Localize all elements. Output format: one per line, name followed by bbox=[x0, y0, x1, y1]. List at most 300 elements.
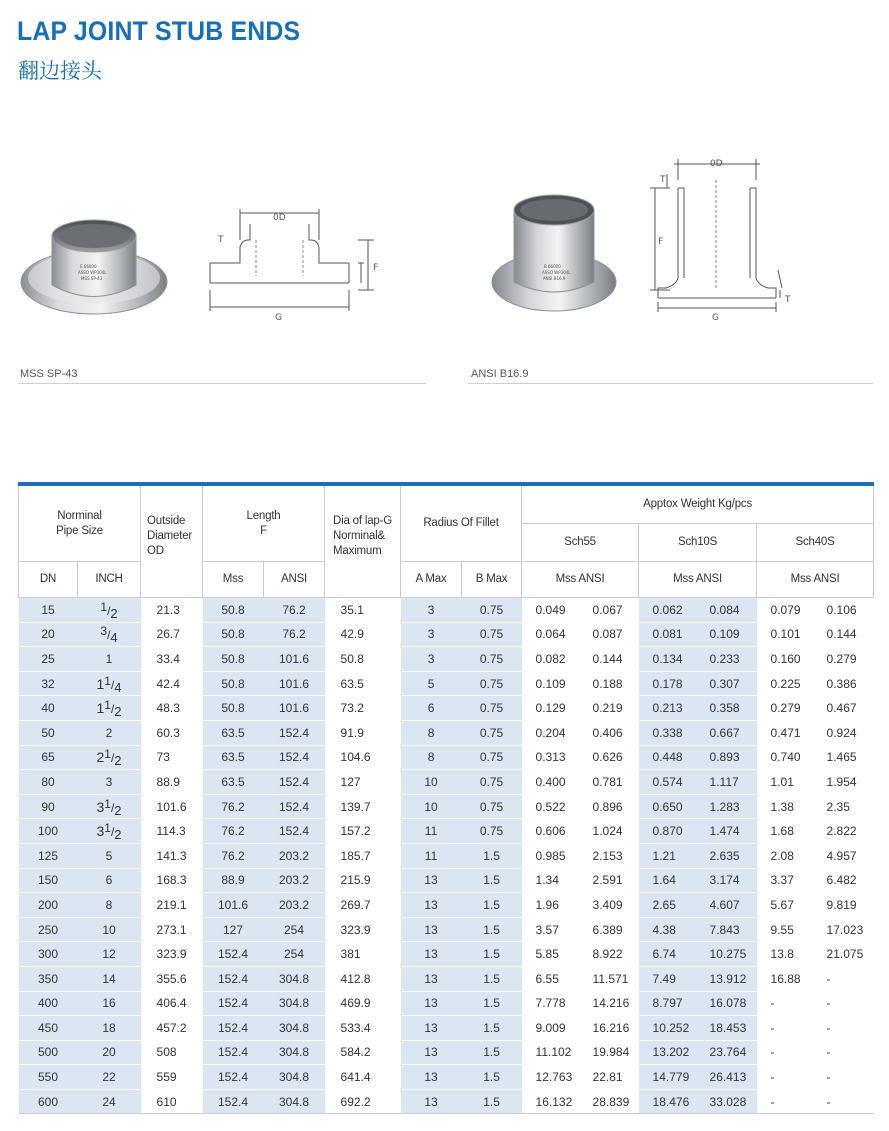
cell-dn: 15 bbox=[19, 598, 78, 623]
cell-a-max: 11 bbox=[401, 843, 462, 868]
cell-sch55-mss: 0.400 bbox=[522, 770, 581, 795]
cell-lap-g: 139.7 bbox=[325, 794, 401, 819]
table-row bbox=[19, 917, 874, 942]
ansi-dimension-drawing bbox=[650, 159, 782, 312]
cell-length-ansi: 152.4 bbox=[264, 770, 325, 795]
header-a-max: A Max bbox=[401, 562, 462, 598]
cell-lap-g: 381 bbox=[325, 942, 401, 967]
header-sch10s-mss-ansi: Mss ANSI bbox=[639, 562, 757, 598]
cell-sch40s-ansi: 1.465 bbox=[815, 745, 874, 770]
cell-length-mss: 88.9 bbox=[203, 868, 264, 893]
cell-sch10s-mss: 0.134 bbox=[639, 647, 698, 672]
cell-inch: 3 bbox=[78, 770, 141, 795]
table-row bbox=[19, 647, 874, 672]
cell-dn: 90 bbox=[19, 794, 78, 819]
cell-sch10s-mss: 0.178 bbox=[639, 671, 698, 696]
specification-table-body bbox=[19, 598, 874, 1114]
cell-sch10s-ansi: 0.667 bbox=[698, 720, 757, 745]
cell-lap-g: 215.9 bbox=[325, 868, 401, 893]
cell-sch55-mss: 0.129 bbox=[522, 696, 581, 721]
header-radius-of-fillet: Radius Of Fillet bbox=[401, 484, 522, 562]
cell-sch55-ansi: 0.896 bbox=[581, 794, 639, 819]
cell-length-mss: 152.4 bbox=[203, 942, 264, 967]
cell-od: 33.4 bbox=[141, 647, 203, 672]
cell-lap-g: 73.2 bbox=[325, 696, 401, 721]
cell-sch55-ansi: 0.067 bbox=[581, 598, 639, 623]
cell-b-max: 0.75 bbox=[462, 720, 522, 745]
cell-a-max: 13 bbox=[401, 966, 462, 991]
cell-sch55-mss: 1.96 bbox=[522, 893, 581, 918]
cell-lap-g: 323.9 bbox=[325, 917, 401, 942]
cell-sch10s-ansi: 23.764 bbox=[698, 1040, 757, 1065]
cell-sch10s-ansi: 0.893 bbox=[698, 745, 757, 770]
cell-length-ansi: 254 bbox=[264, 917, 325, 942]
cell-inch: 12 bbox=[78, 942, 141, 967]
cell-length-ansi: 101.6 bbox=[264, 696, 325, 721]
cell-b-max: 0.75 bbox=[462, 794, 522, 819]
svg-text:B 66000: B 66000 bbox=[544, 264, 561, 269]
table-row bbox=[19, 745, 874, 770]
cell-sch55-ansi: 2.591 bbox=[581, 868, 639, 893]
cell-inch: 11/2 bbox=[78, 696, 141, 721]
cell-a-max: 13 bbox=[401, 991, 462, 1016]
table-row bbox=[19, 770, 874, 795]
header-inch: INCH bbox=[78, 562, 141, 598]
cell-sch10s-ansi: 18.453 bbox=[698, 1016, 757, 1041]
cell-sch40s-ansi: 2.35 bbox=[815, 794, 874, 819]
cell-sch55-mss: 0.522 bbox=[522, 794, 581, 819]
cell-b-max: 0.75 bbox=[462, 671, 522, 696]
cell-sch10s-mss: 0.650 bbox=[639, 794, 698, 819]
cell-inch: 22 bbox=[78, 1065, 141, 1090]
cell-length-mss: 152.4 bbox=[203, 966, 264, 991]
cell-b-max: 1.5 bbox=[462, 1016, 522, 1041]
header-b-max: B Max bbox=[462, 562, 522, 598]
cell-od: 60.3 bbox=[141, 720, 203, 745]
header-sch55-mss-ansi: Mss ANSI bbox=[522, 562, 639, 598]
table-row bbox=[19, 1016, 874, 1041]
cell-sch40s-ansi: 2.822 bbox=[815, 819, 874, 844]
cell-sch40s-mss: 13.8 bbox=[757, 942, 815, 967]
cell-a-max: 8 bbox=[401, 745, 462, 770]
cell-inch: 1/2 bbox=[78, 598, 141, 623]
cell-sch10s-ansi: 26.413 bbox=[698, 1065, 757, 1090]
page-title: LAP JOINT STUB ENDS bbox=[17, 16, 301, 46]
cell-sch55-mss: 0.064 bbox=[522, 622, 581, 647]
cell-inch: 21/2 bbox=[78, 745, 141, 770]
cell-od: 457.2 bbox=[141, 1016, 203, 1041]
dim-t-label-right: T bbox=[660, 175, 666, 185]
cell-sch10s-ansi: 10.275 bbox=[698, 942, 757, 967]
cell-length-ansi: 304.8 bbox=[264, 991, 325, 1016]
cell-sch10s-mss: 0.870 bbox=[639, 819, 698, 844]
cell-sch10s-ansi: 4.607 bbox=[698, 893, 757, 918]
cell-sch40s-mss: 0.079 bbox=[757, 598, 815, 623]
cell-lap-g: 50.8 bbox=[325, 647, 401, 672]
cell-length-mss: 152.4 bbox=[203, 1065, 264, 1090]
cell-sch40s-mss: 0.160 bbox=[757, 647, 815, 672]
cell-sch55-ansi: 22.81 bbox=[581, 1065, 639, 1090]
cell-inch: 5 bbox=[78, 843, 141, 868]
cell-sch55-ansi: 8.922 bbox=[581, 942, 639, 967]
cell-sch55-mss: 1.34 bbox=[522, 868, 581, 893]
cell-sch40s-ansi: 4.957 bbox=[815, 843, 874, 868]
dim-t-label-left: T bbox=[218, 235, 224, 245]
cell-sch40s-mss: 2.08 bbox=[757, 843, 815, 868]
cell-length-mss: 101.6 bbox=[203, 893, 264, 918]
cell-sch10s-ansi: 1.283 bbox=[698, 794, 757, 819]
cell-lap-g: 42.9 bbox=[325, 622, 401, 647]
cell-sch55-mss: 11.102 bbox=[522, 1040, 581, 1065]
cell-od: 42.4 bbox=[141, 671, 203, 696]
cell-sch55-mss: 0.049 bbox=[522, 598, 581, 623]
cell-lap-g: 91.9 bbox=[325, 720, 401, 745]
cell-dn: 450 bbox=[19, 1016, 78, 1041]
cell-length-mss: 152.4 bbox=[203, 991, 264, 1016]
cell-sch40s-ansi: 0.144 bbox=[815, 622, 874, 647]
cell-sch55-mss: 6.55 bbox=[522, 966, 581, 991]
cell-sch40s-ansi: - bbox=[815, 1065, 874, 1090]
cell-length-ansi: 254 bbox=[264, 942, 325, 967]
cell-length-ansi: 304.8 bbox=[264, 1040, 325, 1065]
cell-sch40s-ansi: - bbox=[815, 1016, 874, 1041]
cell-inch: 8 bbox=[78, 893, 141, 918]
cell-sch10s-ansi: 0.109 bbox=[698, 622, 757, 647]
cell-dn: 100 bbox=[19, 819, 78, 844]
table-row bbox=[19, 819, 874, 844]
cell-b-max: 0.75 bbox=[462, 647, 522, 672]
right-caption-divider bbox=[468, 383, 873, 384]
cell-sch10s-ansi: 7.843 bbox=[698, 917, 757, 942]
header-sch40s: Sch40S bbox=[757, 524, 874, 562]
cell-lap-g: 127 bbox=[325, 770, 401, 795]
cell-a-max: 13 bbox=[401, 1016, 462, 1041]
cell-sch55-mss: 0.109 bbox=[522, 671, 581, 696]
cell-dn: 250 bbox=[19, 917, 78, 942]
cell-od: 406.4 bbox=[141, 991, 203, 1016]
cell-od: 219.1 bbox=[141, 893, 203, 918]
cell-sch10s-mss: 0.574 bbox=[639, 770, 698, 795]
svg-text:E 66000: E 66000 bbox=[80, 264, 97, 269]
cell-b-max: 1.5 bbox=[462, 868, 522, 893]
table-row bbox=[19, 622, 874, 647]
cell-length-ansi: 152.4 bbox=[264, 794, 325, 819]
cell-length-ansi: 203.2 bbox=[264, 868, 325, 893]
svg-text:ASSO WP304L: ASSO WP304L bbox=[542, 270, 571, 275]
cell-sch40s-ansi: 6.482 bbox=[815, 868, 874, 893]
cell-a-max: 3 bbox=[401, 647, 462, 672]
cell-a-max: 8 bbox=[401, 720, 462, 745]
cell-dn: 65 bbox=[19, 745, 78, 770]
cell-sch40s-ansi: 21.075 bbox=[815, 942, 874, 967]
cell-sch40s-ansi: 9.819 bbox=[815, 893, 874, 918]
cell-length-mss: 152.4 bbox=[203, 1089, 264, 1114]
cell-dn: 80 bbox=[19, 770, 78, 795]
cell-sch55-ansi: 0.188 bbox=[581, 671, 639, 696]
cell-sch40s-mss: 16.88 bbox=[757, 966, 815, 991]
header-sch40s-mss-ansi: Mss ANSI bbox=[757, 562, 874, 598]
cell-od: 48.3 bbox=[141, 696, 203, 721]
table-row bbox=[19, 794, 874, 819]
cell-sch55-mss: 5.85 bbox=[522, 942, 581, 967]
cell-sch10s-mss: 0.448 bbox=[639, 745, 698, 770]
cell-sch55-ansi: 6.389 bbox=[581, 917, 639, 942]
cell-b-max: 1.5 bbox=[462, 917, 522, 942]
cell-b-max: 1.5 bbox=[462, 1089, 522, 1114]
cell-dn: 150 bbox=[19, 868, 78, 893]
cell-length-mss: 152.4 bbox=[203, 1040, 264, 1065]
cell-sch10s-ansi: 1.474 bbox=[698, 819, 757, 844]
table-row bbox=[19, 720, 874, 745]
cell-sch10s-mss: 1.21 bbox=[639, 843, 698, 868]
cell-length-mss: 127 bbox=[203, 917, 264, 942]
cell-sch40s-mss: 1.68 bbox=[757, 819, 815, 844]
cell-dn: 25 bbox=[19, 647, 78, 672]
cell-sch40s-mss: 5.67 bbox=[757, 893, 815, 918]
cell-sch55-ansi: 28.839 bbox=[581, 1089, 639, 1114]
cell-od: 273.1 bbox=[141, 917, 203, 942]
cell-sch10s-ansi: 33.028 bbox=[698, 1089, 757, 1114]
cell-dn: 125 bbox=[19, 843, 78, 868]
cell-sch40s-mss: 0.471 bbox=[757, 720, 815, 745]
cell-sch40s-mss: 9.55 bbox=[757, 917, 815, 942]
left-caption-divider bbox=[18, 383, 426, 384]
header-length-ansi: ANSI bbox=[264, 562, 325, 598]
cell-b-max: 1.5 bbox=[462, 966, 522, 991]
cell-length-ansi: 76.2 bbox=[264, 622, 325, 647]
cell-lap-g: 63.5 bbox=[325, 671, 401, 696]
cell-dn: 500 bbox=[19, 1040, 78, 1065]
table-row bbox=[19, 1089, 874, 1114]
cell-sch40s-ansi: 17.023 bbox=[815, 917, 874, 942]
cell-b-max: 0.75 bbox=[462, 598, 522, 623]
cell-sch40s-ansi: - bbox=[815, 1040, 874, 1065]
cell-sch40s-mss: 3.37 bbox=[757, 868, 815, 893]
cell-lap-g: 584.2 bbox=[325, 1040, 401, 1065]
cell-sch40s-ansi: 0.386 bbox=[815, 671, 874, 696]
header-sch55: Sch55 bbox=[522, 524, 639, 562]
cell-sch10s-ansi: 0.307 bbox=[698, 671, 757, 696]
cell-sch10s-ansi: 0.358 bbox=[698, 696, 757, 721]
header-approx-weight: Apptox Weight Kg/pcs bbox=[522, 484, 874, 524]
cell-length-ansi: 304.8 bbox=[264, 966, 325, 991]
cell-dn: 300 bbox=[19, 942, 78, 967]
cell-b-max: 1.5 bbox=[462, 893, 522, 918]
cell-b-max: 0.75 bbox=[462, 745, 522, 770]
cell-lap-g: 533.4 bbox=[325, 1016, 401, 1041]
table-row bbox=[19, 942, 874, 967]
cell-length-ansi: 152.4 bbox=[264, 819, 325, 844]
cell-a-max: 13 bbox=[401, 1040, 462, 1065]
cell-inch: 20 bbox=[78, 1040, 141, 1065]
cell-a-max: 5 bbox=[401, 671, 462, 696]
cell-sch40s-ansi: 0.467 bbox=[815, 696, 874, 721]
cell-inch: 2 bbox=[78, 720, 141, 745]
mss-stub-end-figure bbox=[18, 200, 398, 330]
cell-dn: 40 bbox=[19, 696, 78, 721]
cell-dn: 32 bbox=[19, 671, 78, 696]
cell-sch40s-ansi: 0.106 bbox=[815, 598, 874, 623]
cell-inch: 14 bbox=[78, 966, 141, 991]
cell-length-ansi: 203.2 bbox=[264, 893, 325, 918]
cell-sch55-ansi: 11.571 bbox=[581, 966, 639, 991]
cell-od: 73 bbox=[141, 745, 203, 770]
cell-length-ansi: 152.4 bbox=[264, 745, 325, 770]
cell-a-max: 13 bbox=[401, 1089, 462, 1114]
cell-sch55-ansi: 2.153 bbox=[581, 843, 639, 868]
cell-sch10s-mss: 1.64 bbox=[639, 868, 698, 893]
cell-od: 21.3 bbox=[141, 598, 203, 623]
cell-sch40s-mss: - bbox=[757, 1016, 815, 1041]
cell-sch55-mss: 0.985 bbox=[522, 843, 581, 868]
cell-a-max: 11 bbox=[401, 819, 462, 844]
cell-sch10s-mss: 0.338 bbox=[639, 720, 698, 745]
header-nominal-pipe-size: Norminal Pipe Size bbox=[19, 484, 141, 562]
cell-a-max: 10 bbox=[401, 770, 462, 795]
cell-sch55-ansi: 3.409 bbox=[581, 893, 639, 918]
cell-sch10s-ansi: 1.117 bbox=[698, 770, 757, 795]
cell-od: 88.9 bbox=[141, 770, 203, 795]
cell-sch40s-mss: 0.279 bbox=[757, 696, 815, 721]
table-row bbox=[19, 966, 874, 991]
cell-length-ansi: 101.6 bbox=[264, 647, 325, 672]
svg-text:ASSO WP304L: ASSO WP304L bbox=[78, 270, 107, 275]
cell-od: 323.9 bbox=[141, 942, 203, 967]
cell-sch40s-ansi: - bbox=[815, 1089, 874, 1114]
cell-sch10s-ansi: 3.174 bbox=[698, 868, 757, 893]
cell-lap-g: 469.9 bbox=[325, 991, 401, 1016]
cell-inch: 11/4 bbox=[78, 671, 141, 696]
cell-sch40s-ansi: 0.279 bbox=[815, 647, 874, 672]
cell-od: 141.3 bbox=[141, 843, 203, 868]
cell-lap-g: 641.4 bbox=[325, 1065, 401, 1090]
cell-sch10s-mss: 2.65 bbox=[639, 893, 698, 918]
cell-inch: 24 bbox=[78, 1089, 141, 1114]
table-row bbox=[19, 893, 874, 918]
cell-sch10s-mss: 8.797 bbox=[639, 991, 698, 1016]
table-row bbox=[19, 1065, 874, 1090]
cell-sch40s-ansi: 1.954 bbox=[815, 770, 874, 795]
cell-a-max: 6 bbox=[401, 696, 462, 721]
svg-text:ANSI B16.9: ANSI B16.9 bbox=[543, 276, 566, 281]
cell-length-mss: 76.2 bbox=[203, 819, 264, 844]
cell-sch10s-ansi: 0.233 bbox=[698, 647, 757, 672]
specification-table bbox=[18, 482, 874, 1114]
cell-sch55-ansi: 1.024 bbox=[581, 819, 639, 844]
cell-sch10s-mss: 10.252 bbox=[639, 1016, 698, 1041]
cell-a-max: 13 bbox=[401, 893, 462, 918]
cell-length-mss: 63.5 bbox=[203, 745, 264, 770]
cell-sch10s-ansi: 2.635 bbox=[698, 843, 757, 868]
cell-lap-g: 104.6 bbox=[325, 745, 401, 770]
cell-inch: 1 bbox=[78, 647, 141, 672]
cell-sch55-mss: 0.606 bbox=[522, 819, 581, 844]
cell-length-mss: 76.2 bbox=[203, 843, 264, 868]
cell-sch55-ansi: 0.219 bbox=[581, 696, 639, 721]
cell-b-max: 1.5 bbox=[462, 942, 522, 967]
header-length-mss: Mss bbox=[203, 562, 264, 598]
cell-sch10s-ansi: 13.912 bbox=[698, 966, 757, 991]
table-row bbox=[19, 843, 874, 868]
cell-length-mss: 50.8 bbox=[203, 696, 264, 721]
dim-t2-label-right: T bbox=[785, 295, 791, 305]
header-dn: DN bbox=[19, 562, 78, 598]
cell-od: 101.6 bbox=[141, 794, 203, 819]
cell-sch40s-mss: 0.740 bbox=[757, 745, 815, 770]
cell-length-mss: 63.5 bbox=[203, 770, 264, 795]
cell-inch: 6 bbox=[78, 868, 141, 893]
cell-sch40s-mss: - bbox=[757, 991, 815, 1016]
header-sch10s: Sch10S bbox=[639, 524, 757, 562]
cell-a-max: 3 bbox=[401, 622, 462, 647]
cell-sch55-mss: 9.009 bbox=[522, 1016, 581, 1041]
cell-sch10s-mss: 6.74 bbox=[639, 942, 698, 967]
cell-sch40s-mss: - bbox=[757, 1065, 815, 1090]
dim-f-label-left: F bbox=[373, 263, 379, 273]
cell-sch55-ansi: 0.406 bbox=[581, 720, 639, 745]
cell-sch55-ansi: 0.781 bbox=[581, 770, 639, 795]
cell-b-max: 0.75 bbox=[462, 622, 522, 647]
header-length: Length F bbox=[203, 484, 325, 562]
cell-length-mss: 50.8 bbox=[203, 671, 264, 696]
cell-sch40s-mss: 1.01 bbox=[757, 770, 815, 795]
dim-g-label-left: G bbox=[275, 313, 282, 323]
cell-sch55-mss: 7.778 bbox=[522, 991, 581, 1016]
cell-sch40s-mss: - bbox=[757, 1089, 815, 1114]
cell-sch10s-ansi: 16.078 bbox=[698, 991, 757, 1016]
cell-od: 610 bbox=[141, 1089, 203, 1114]
cell-b-max: 1.5 bbox=[462, 843, 522, 868]
header-outside-diameter: Outside Diameter OD bbox=[141, 484, 203, 598]
cell-sch55-ansi: 0.626 bbox=[581, 745, 639, 770]
cell-length-mss: 50.8 bbox=[203, 598, 264, 623]
cell-sch55-ansi: 16.216 bbox=[581, 1016, 639, 1041]
cell-a-max: 10 bbox=[401, 794, 462, 819]
cell-sch55-mss: 0.082 bbox=[522, 647, 581, 672]
cell-sch10s-mss: 0.081 bbox=[639, 622, 698, 647]
cell-a-max: 3 bbox=[401, 598, 462, 623]
table-row bbox=[19, 696, 874, 721]
cell-sch40s-ansi: 0.924 bbox=[815, 720, 874, 745]
cell-inch: 16 bbox=[78, 991, 141, 1016]
cell-sch10s-mss: 0.062 bbox=[639, 598, 698, 623]
cell-lap-g: 185.7 bbox=[325, 843, 401, 868]
cell-inch: 3/4 bbox=[78, 622, 141, 647]
cell-b-max: 0.75 bbox=[462, 696, 522, 721]
cell-length-ansi: 152.4 bbox=[264, 720, 325, 745]
cell-lap-g: 269.7 bbox=[325, 893, 401, 918]
cell-lap-g: 157.2 bbox=[325, 819, 401, 844]
header-dia-of-lap: Dia of lap-G Norminal& Maximum bbox=[325, 484, 401, 598]
cell-od: 114.3 bbox=[141, 819, 203, 844]
cell-sch55-mss: 3.57 bbox=[522, 917, 581, 942]
cell-length-ansi: 304.8 bbox=[264, 1016, 325, 1041]
svg-text:MSS SP-43: MSS SP-43 bbox=[81, 276, 103, 281]
cell-inch: 31/2 bbox=[78, 819, 141, 844]
cell-lap-g: 35.1 bbox=[325, 598, 401, 623]
left-figure-caption: MSS SP-43 bbox=[20, 368, 78, 380]
cell-length-mss: 50.8 bbox=[203, 622, 264, 647]
cell-sch55-ansi: 14.216 bbox=[581, 991, 639, 1016]
cell-inch: 18 bbox=[78, 1016, 141, 1041]
dim-od-label-left: 0D bbox=[273, 213, 286, 223]
cell-sch40s-ansi: - bbox=[815, 991, 874, 1016]
cell-length-mss: 76.2 bbox=[203, 794, 264, 819]
cell-sch10s-mss: 0.213 bbox=[639, 696, 698, 721]
cell-sch55-ansi: 19.984 bbox=[581, 1040, 639, 1065]
cell-sch10s-mss: 18.476 bbox=[639, 1089, 698, 1114]
cell-inch: 31/2 bbox=[78, 794, 141, 819]
